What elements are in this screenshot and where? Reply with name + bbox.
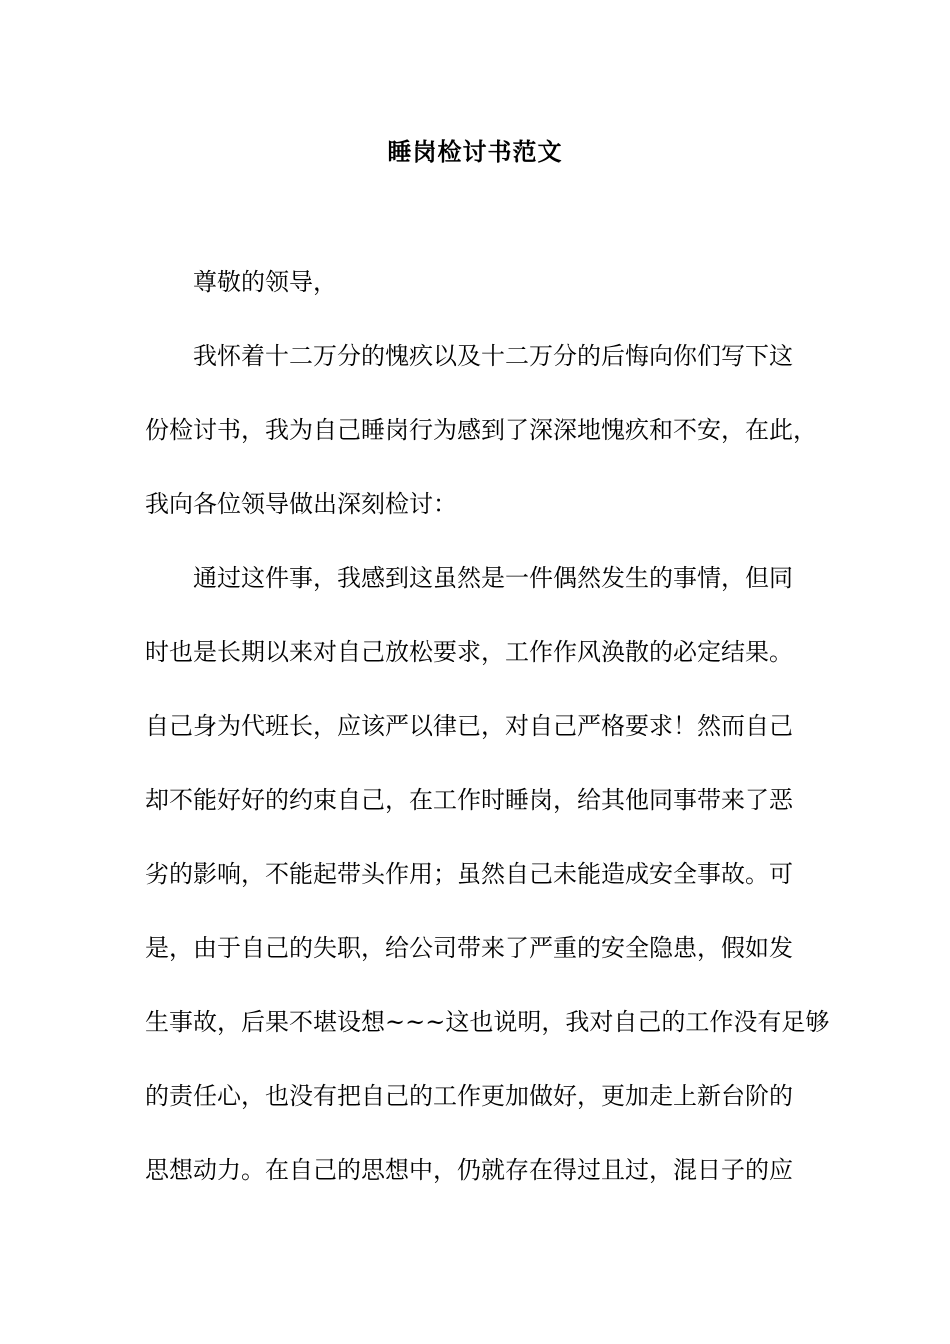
paragraph-line: 思想动力。在自己的思想中，仍就存在得过且过，混日子的应 <box>145 1156 793 1184</box>
paragraph-line: 劣的影响，不能起带头作用；虽然自己未能造成安全事故。可 <box>145 860 793 888</box>
paragraph-line: 生事故，后果不堪设想~~~这也说明，我对自己的工作没有足够 <box>145 1008 830 1036</box>
document-title: 睡岗检讨书范文 <box>387 137 563 166</box>
salutation-line: 尊敬的领导， <box>193 268 337 296</box>
paragraph-line: 通过这件事，我感到这虽然是一件偶然发生的事情，但同 <box>193 564 793 592</box>
paragraph-line: 是，由于自己的失职，给公司带来了严重的安全隐患，假如发 <box>145 934 793 962</box>
paragraph-line: 我怀着十二万分的愧疚以及十二万分的后悔向你们写下这 <box>193 342 793 370</box>
paragraph-line: 却不能好好的约束自己，在工作时睡岗，给其他同事带来了恶 <box>145 786 793 814</box>
paragraph-line: 的责任心，也没有把自己的工作更加做好，更加走上新台阶的 <box>145 1082 793 1110</box>
paragraph-line: 份检讨书，我为自己睡岗行为感到了深深地愧疚和不安，在此， <box>145 416 817 444</box>
paragraph-line: 时也是长期以来对自己放松要求，工作作风涣散的必定结果。 <box>145 638 793 666</box>
paragraph-line: 我向各位领导做出深刻检讨： <box>145 490 457 518</box>
paragraph-line: 自己身为代班长，应该严以律已，对自己严格要求！然而自己 <box>145 712 793 740</box>
